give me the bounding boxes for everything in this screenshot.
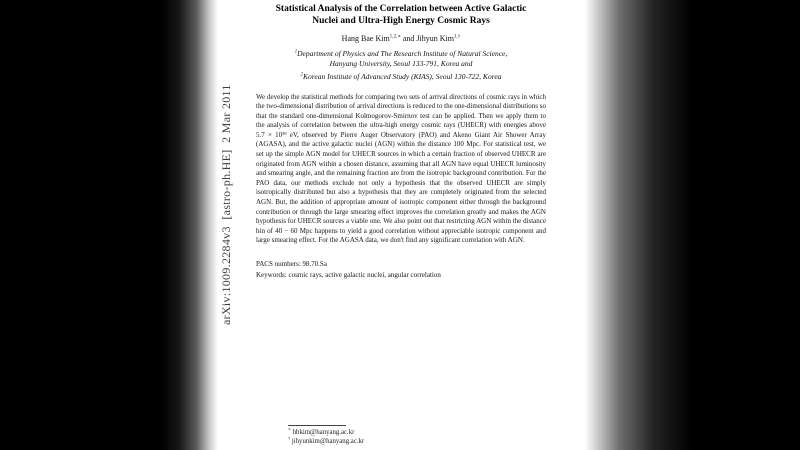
author-1: Hang Bae Kim <box>341 34 390 43</box>
affiliation-1-line-1: Department of Physics and The Research Institute of Natural Science, <box>297 49 508 58</box>
affiliation-2-superscript: 2 <box>300 72 303 78</box>
keywords-line: Keywords: cosmic rays, active galactic nuclei, angular correlation <box>256 271 441 279</box>
arxiv-watermark: arXiv:1009.2284v3 [astro-ph.HE] 2 Mar 2011 <box>219 84 233 326</box>
affiliation-1 <box>216 49 586 68</box>
authors-connector: and <box>400 34 417 43</box>
pacs-line: PACS numbers: 98.70.Sa <box>256 260 327 268</box>
title-line-1: Statistical Analysis of the Correlation between Active Galactic <box>275 4 527 14</box>
author-line <box>216 34 586 43</box>
title-line-2: Nuclei and Ultra-High Energy Cosmic Rays <box>312 15 490 26</box>
footnote-1-email: hbkim@hanyang.ac.kr <box>292 429 355 436</box>
left-letterbox <box>0 0 218 450</box>
right-letterbox <box>585 0 800 450</box>
affiliation-1-line-2: Hanyang University, Seoul 133-791, Korea and <box>329 58 473 68</box>
affiliation-1-superscript: 1 <box>294 49 298 55</box>
paper-title <box>216 4 586 27</box>
abstract-text: We develop the statistical methods for comparing two sets of arrival directions of cosmic rays in which the two-dimensional distribution of arrival directions is reduced to the one-dimensional distributions so that the standard one-dimensional Kolmogorov-Smirnov test can be applied. Then we apply them to the analysis of correlation between the ultra-high energy cosmic rays (UHECR) with energies above 5.7 × 10¹⁹ eV, observed by Pierre Auger Observatory (PAO) and Akeno Giant Air Shower Array (AGASA), and the active galactic nuclei (AGN) within the distance 100 Mpc. For statistical test, we set up the simple AGN model for UHECR sources in which a certain fraction of observed UHECR are originated from AGN within a chosen distance, assuming that all AGN have equal UHECR luminosity and smearing angle, and the remaining fraction are from the isotropic background contribution. For the PAO data, our methods exclude not only a hypothesis that the observed UHECR are simply isotropically distributed but also a hypothesis that they are completely originated from the selected AGN. But, the addition of appropriate amount of isotropic component either through the background contribution or through the large smearing effect improves the correlation greatly and makes the AGN hypothesis for UHECR sources a viable one. We also point out that restricting AGN within the distance bin of 40 − 60 Mpc happens to yield a good correlation without appreciable isotropic component and large smearing effect. For the AGASA data, we don't find any significant correlation with AGN. <box>256 92 546 245</box>
footnote-2 <box>288 435 365 445</box>
footnote-2-email: jihyunkim@hanyang.ac.kr <box>291 438 365 445</box>
author-2: Jihyun Kim <box>416 34 454 43</box>
affiliation-2-text: Korean Institute of Advanced Study (KIAS), Seoul 130-722, Korea <box>302 72 502 81</box>
affiliation-2 <box>216 72 586 82</box>
paper-page <box>216 0 586 450</box>
footnote-rule <box>288 425 346 426</box>
author-2-superscript: 1,† <box>453 33 461 40</box>
author-1-superscript: 1,2,∗ <box>389 33 401 40</box>
footnote-1-marker: ∗ <box>288 426 291 432</box>
footnote-2-marker: † <box>288 435 291 441</box>
footnote-1 <box>288 426 355 436</box>
